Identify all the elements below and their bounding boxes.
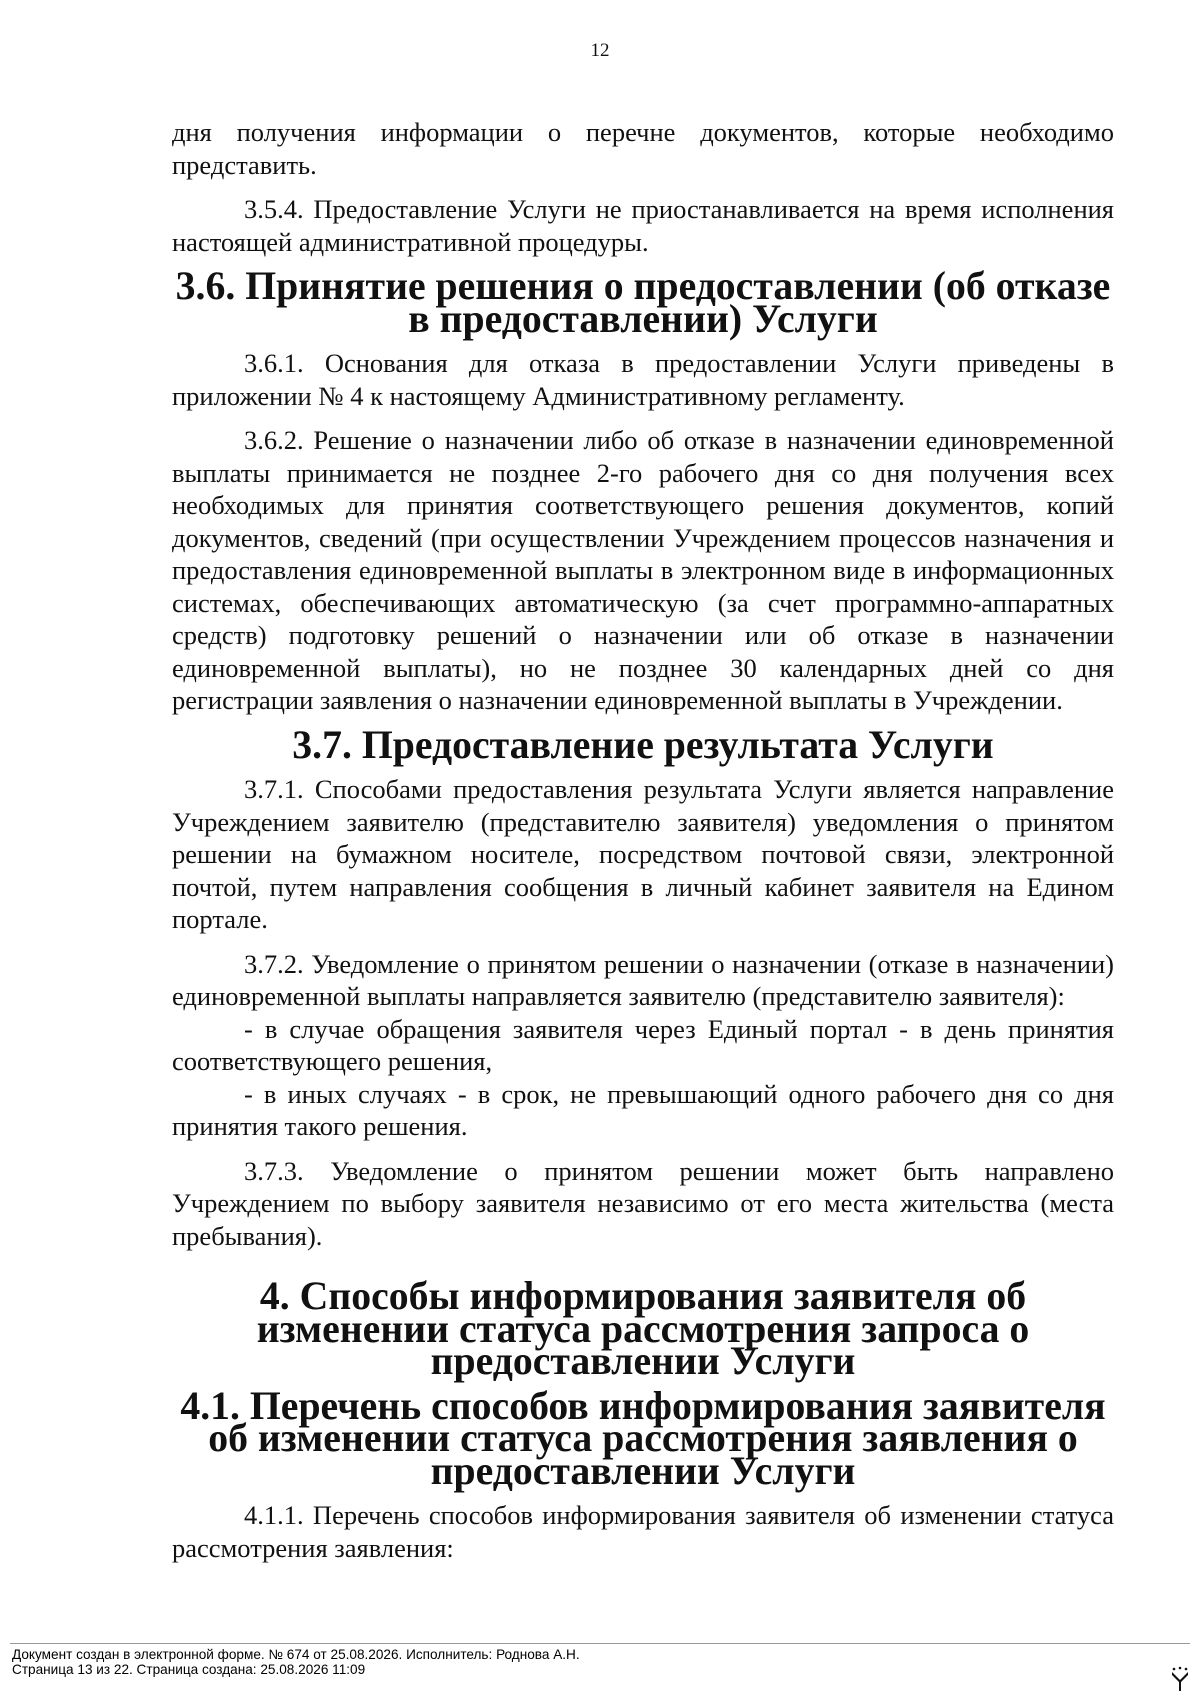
paragraph: - в иных случаях - в срок, не превышающий одного рабочего дня со дня принятия такого решения. [172,1078,1114,1141]
paragraph: 3.7.2. Уведомление о принятом решении о назначении (отказе в назначении) единовременной выплаты направляется заявителю (представителю заявителя): [172,948,1114,1011]
document-footer [12,1647,1112,1677]
document-body [172,116,1114,1564]
section-heading: 4.1. Перечень способов информирования заявителя об изменении статуса рассмотрения заявления о предоставлении Услуги [180,1383,1106,1493]
paragraph: 3.6.1. Основания для отказа в предоставлении Услуги приведены в приложении № 4 к настоящему Административному регламенту. [172,348,1114,411]
section-heading: 3.6. Принятие решения о предоставлении (об отказе в предоставлении) Услуги [175,264,1111,341]
paragraph: 4.1.1. Перечень способов информирования заявителя об изменении статуса рассмотрения заявления: [172,1500,1114,1563]
paragraph: - в случае обращения заявителя через Единый портал - в день принятия соответствующего решения, [172,1013,1114,1076]
section-heading: 4. Способы информирования заявителя об изменении статуса рассмотрения запроса о предоставлении Услуги [256,1274,1030,1383]
footer-line-1: Документ создан в электронной форме. № 674 от 25.08.2026. Исполнитель: Роднова А.Н. [12,1647,580,1662]
paragraph: 3.6.2. Решение о назначении либо об отказе в назначении единовременной выплаты принимается не позднее 2-го рабочего дня со дня получения всех необходимых для принятия соответствующего решения документов, копий документов, сведений (при осуществлении Учреждением процессов назначения и предоставления единовременной выплаты в электронном виде в информационных системах, обеспечивающих автоматическую (за счет программно-аппаратных средств) подготовку решений о назначении или об отказе в назначении единовременной выплаты), но не позднее 30 календарных дней со дня регистрации заявления о назначении единовременной выплаты в Учреждении. [172,425,1114,715]
paragraph: 3.7.3. Уведомление о принятом решении может быть направлено Учреждением по выбору заявителя независимо от его места жительства (места пребывания). [172,1155,1114,1251]
section-heading: 3.7. Предоставление результата Услуги [292,722,994,767]
footer-divider [10,1643,1190,1644]
paragraph: 3.5.4. Предоставление Услуги не приостанавливается на время исполнения настоящей административной процедуры. [172,194,1114,257]
paragraph: 3.7.1. Способами предоставления результата Услуги является направление Учреждением заявителю (представителю заявителя) уведомления о принятом решении на бумажном носителе, посредством почтовой связи, электронной почтой, путем направления сообщения в личный кабинет заявителя на Едином портале. [172,774,1114,934]
coat-of-arms-icon [1170,1666,1190,1692]
paragraph: дня получения информации о перечне документов, которые необходимо представить. [172,117,1114,180]
footer-line-2: Страница 13 из 22. Страница создана: 25.08.2026 11:09 [12,1662,366,1677]
page-number: 12 [590,40,610,61]
